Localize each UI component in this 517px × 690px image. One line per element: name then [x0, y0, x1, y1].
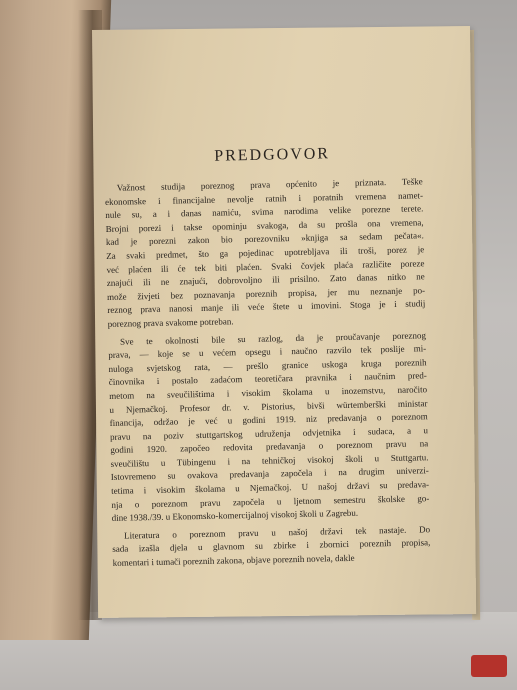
paragraph: [108, 329, 430, 526]
page-text: [104, 143, 431, 574]
text-line: reznog prava nanosi manje ili veće štete u imovini. Stoga je i studij: [107, 298, 426, 316]
text-line: sveučilištu u Tübingenu i na tehničkoj visokoj školi u Stuttgartu.: [110, 452, 429, 469]
text-line: Brojni porezi i takse opominju svakoga, da su prošla ona vremena,: [105, 217, 424, 234]
text-line: Sve te okolnosti bile su razlog, da je proučavanje poreznog: [119, 329, 427, 347]
text-line: kad je porezni zakon bio porezovniku »knjiga sa sedam pečata«.: [105, 230, 424, 248]
text-line: Literatura o poreznom pravu u našoj državi tek nastaje. Do: [123, 524, 431, 541]
text-line: metom na sveučilištima i visokim školama u inozemstvu, naročito: [109, 384, 428, 401]
text-line: nja o poreznom pravu započela u ljetnom semestru školske go-: [111, 492, 430, 510]
text-line: činovnika i postalo zadaćom teoretičara pravnika i naučnim pred-: [108, 370, 427, 388]
text-line: već plaćen ili će tek biti plaćen. Svaki čovjek plaća različite poreze: [106, 257, 425, 275]
text-line: godini 1920. započeo redovita predavanja o poreznom pravu na: [110, 438, 429, 456]
text-line: Za svaki predmet, što ga pojedinac upotrebljava ili troši, porez je: [106, 244, 425, 261]
paragraph: [105, 175, 426, 331]
text-line: može živjeti bez poznavanja poreznih propisa, jer mu neznanje po-: [106, 285, 426, 302]
text-line: poreznog prava svakome potreban.: [107, 316, 234, 329]
text-line: nuloga svjetskog rata, — prešlo granice uskoga kruga poreznih: [108, 357, 427, 374]
text-line: Važnost studija poreznog prava općenito je priznata. Teške: [116, 176, 423, 193]
text-line: u Njemačkoj. Profesor dr. v. Pistorius, bivši würtemberški ministar: [109, 397, 428, 415]
text-line: financija, održao je već u godini 1919. niz predavanja o poreznom: [109, 411, 428, 429]
paragraphs: [105, 175, 431, 570]
text-line: prava, — koje se u većem opsegu i naučno razvilo tek poslije mi-: [108, 343, 427, 361]
text-line: sada izašla djela u glavnom su zbirke i zbornici poreznih propisa,: [112, 537, 431, 555]
text-line: komentari i tumači poreznih zakona, objave poreznih novela, dakle: [112, 552, 355, 568]
text-line: dine 1938./39. u Ekonomsko-komercijalnoj visokoj školi u Zagrebu.: [111, 508, 359, 524]
red-sticker: [471, 655, 507, 677]
text-line: tetima i visokim školama u Njemačkoj. U našoj državi su predava-: [111, 479, 430, 496]
text-line: pravu na poziv stuttgartskog udruženja odvjetnika i sudaca, a u: [109, 424, 429, 442]
paragraph: [112, 523, 431, 570]
text-line: Istovremeno su ovakova predavanja započela i na drugim univerzi-: [110, 465, 429, 483]
text-line: nule su, a i danas namiću, svima narodima velike porezne terete.: [105, 203, 424, 221]
text-line: znajući ili ne znajući, dobrovoljno ili prisilno. Zato danas nitko ne: [106, 271, 425, 289]
page-title: PREDGOVOR: [214, 145, 331, 165]
text-line: ekonomske i financijalne nevolje ratnih i poratnih vremena namet-: [104, 189, 424, 207]
